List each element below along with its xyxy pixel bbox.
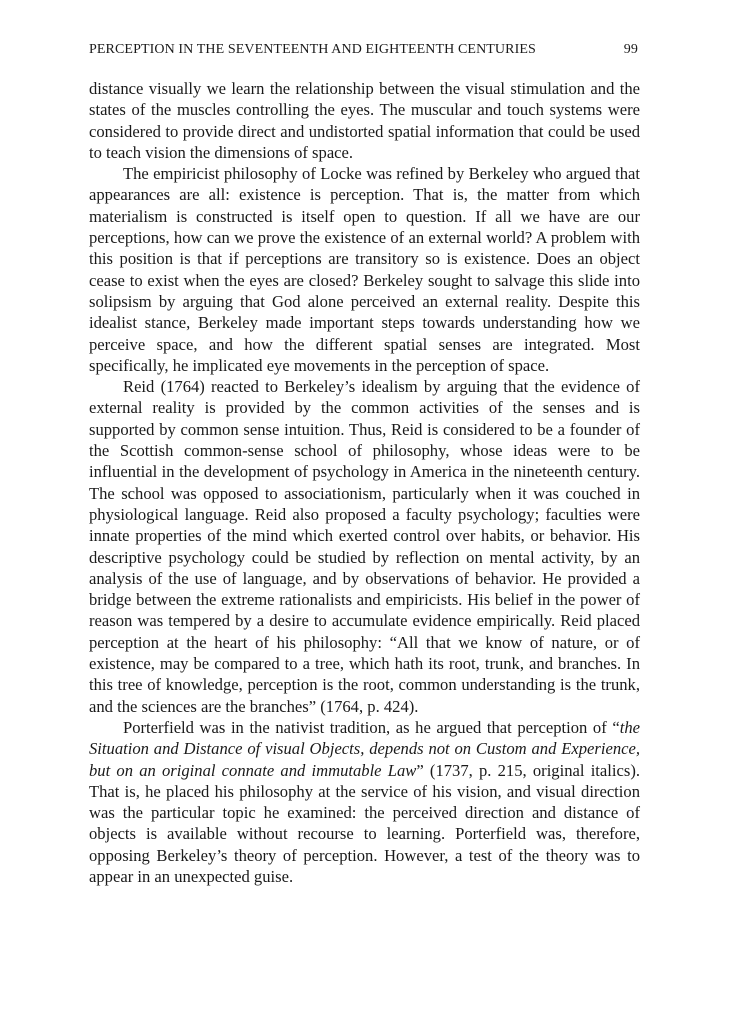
book-page [89,42,640,887]
running-header [89,42,640,64]
paragraph-4-quote: the Situation and Distance of visual Objects, depends not on Custom and Experience, but on an original connate and immutable Law [89,717,640,780]
body-text [89,78,640,887]
page-number: 99 [623,42,638,57]
running-title: PERCEPTION IN THE SEVENTEENTH AND EIGHTEENTH CENTURIES [89,42,536,57]
paragraph-4-tail: ” (1737, p. 215, original italics). That is, he placed his philosophy at the service of his vision, and visual direction was the particular topic he examined: the perceived direction and distance of objects is available without recourse to learning. Porterfield was, therefore, opposing Berkeley’s theory of perception. However, a test of the theory was to appear in an unexpected guise. [89,760,640,886]
paragraph-4-lead: Porterfield was in the nativist tradition, as he argued that perception of “ [123,717,620,737]
paragraph-4 [89,717,640,887]
paragraph-1: distance visually we learn the relationship between the visual stimulation and the states of the muscles controlling the eyes. The muscular and touch systems were considered to provide direct and undistorted spatial information that could be used to teach vision the dimensions of space. [89,79,640,162]
paragraph-2: The empiricist philosophy of Locke was refined by Berkeley who argued that appearances are all: existence is perception. That is, the matter from which materialism is constructed is itself open to question. If all we have are our perceptions, how can we prove the existence of an external world? A problem with this position is that if perceptions are transitory so is existence. Does an object cease to exist when the eyes are closed? Berkeley sought to salvage this slide into solipsism by arguing that God alone perceived an external reality. Despite this idealist stance, Berkeley made important steps towards understanding how we perceive space, and how the different spatial senses are integrated. Most specifically, he implicated eye movements in the perception of space. [89,164,640,375]
paragraph-3: Reid (1764) reacted to Berkeley’s idealism by arguing that the evidence of external reality is provided by the common activities of the senses and is supported by common sense intuition. Thus, Reid is considered to be a founder of the Scottish common-sense school of philosophy, whose ideas were to be influential in the development of psychology in America in the nineteenth century. The school was opposed to associationism, particularly when it was couched in physiological language. Reid also proposed a faculty psychology; faculties were innate properties of the mind which exerted control over habits, or behavior. His descriptive psychology could be studied by reflection on mental activity, by an analysis of the use of language, and by observations of behavior. He provided a bridge between the extreme rationalists and empiricists. His belief in the power of reason was tempered by a desire to accumulate evidence empirically. Reid placed perception at the heart of his philosophy: “All that we know of nature, or of existence, may be compared to a tree, which hath its root, trunk, and branches. In this tree of knowledge, perception is the root, common understanding is the trunk, and the sciences are the branches” (1764, p. 424). [89,377,640,716]
